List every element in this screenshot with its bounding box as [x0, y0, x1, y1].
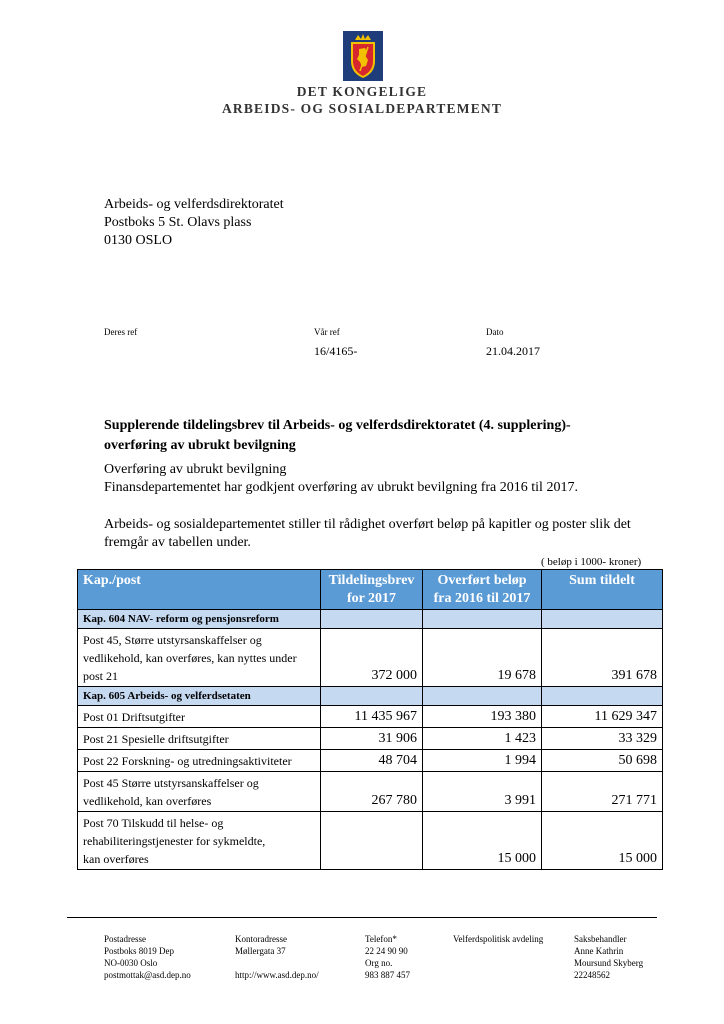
tildeling-cell: 31 906 — [321, 728, 423, 750]
body-paragraph-1 — [104, 461, 664, 497]
tildeling-cell: 11 435 967 — [321, 706, 423, 728]
post-cell — [78, 706, 321, 728]
section-empty-cell — [321, 610, 423, 629]
footer-saksbehandler-phone: 22248562 — [574, 970, 610, 980]
footer-saksbehandler-name1: Anne Kathrin — [574, 946, 624, 956]
table-header-row — [78, 570, 663, 610]
post-cell — [78, 750, 321, 772]
table-row — [78, 706, 663, 728]
footer-kontoradresse — [235, 933, 319, 981]
tildeling-cell — [321, 812, 423, 870]
footer-telefon-label: Telefon* — [365, 934, 397, 944]
footer-telefon — [365, 933, 410, 981]
section-empty-cell — [542, 610, 663, 629]
section-empty-cell — [423, 610, 542, 629]
post-line: Post 70 Tilskudd til helse- og — [83, 816, 224, 830]
tildeling-cell: 48 704 — [321, 750, 423, 772]
sum-cell: 50 698 — [542, 750, 663, 772]
footer-divider — [67, 917, 657, 918]
overfort-cell: 193 380 — [423, 706, 542, 728]
overfort-cell: 1 994 — [423, 750, 542, 772]
department-name-line1: DET KONGELIGE — [296, 84, 428, 99]
allocation-table — [77, 569, 663, 870]
table-row — [78, 728, 663, 750]
table-section-row — [78, 687, 663, 706]
post-line: Post 21 Spesielle driftsutgifter — [83, 732, 229, 746]
subject-line1: Supplerende tildelingsbrev til Arbeids- og velferdsdirektoratet (4. supplering)- — [104, 418, 571, 433]
sum-cell: 391 678 — [542, 629, 663, 687]
tildeling-cell: 267 780 — [321, 772, 423, 812]
post-cell — [78, 812, 321, 870]
subject-line2: overføring av ubrukt bevilgning — [104, 438, 296, 453]
header-sum-tildelt: Sum tildelt — [542, 570, 663, 610]
footer-orgno: 983 887 457 — [365, 970, 410, 980]
post-line: vedlikehold, kan overføres — [83, 794, 212, 808]
body-p2-line2: fremgår av tabellen under. — [104, 535, 251, 550]
sum-cell: 11 629 347 — [542, 706, 663, 728]
footer-blank — [235, 957, 319, 969]
body-p2-line1: Arbeids- og sosialdepartementet stiller til rådighet overført beløp på kapitler og poster slik det — [104, 517, 631, 532]
section-title: Kap. 605 Arbeids- og velferdsetaten — [78, 687, 321, 706]
recipient-street: Postboks 5 St. Olavs plass — [104, 215, 252, 230]
header-tildelingsbrev: Tildelingsbrev for 2017 — [321, 570, 423, 610]
department-name-line2: ARBEIDS- OG SOSIALDEPARTEMENT — [221, 101, 503, 116]
footer-avdeling — [453, 933, 543, 945]
footer-saksbehandler-name2: Moursund Skyberg — [574, 958, 644, 968]
body-p1-line2: Finansdepartementet har godkjent overføring av ubrukt bevilgning fra 2016 til 2017. — [104, 480, 578, 495]
footer-website: http://www.asd.dep.no/ — [235, 970, 319, 980]
footer-orgno-label: Org no. — [365, 958, 393, 968]
footer-avdeling-name: Velferdspolitisk avdeling — [453, 934, 544, 944]
post-line: Post 45 Større utstyrsanskaffelser og — [83, 776, 259, 790]
footer-postnummer: NO-0030 Oslo — [104, 958, 158, 968]
post-line: post 21 — [83, 669, 119, 683]
post-line: Post 45, Større utstyrsanskaffelser og — [83, 633, 262, 647]
sum-cell: 271 771 — [542, 772, 663, 812]
letter-subject — [104, 416, 644, 456]
overfort-cell: 3 991 — [423, 772, 542, 812]
footer-postboks: Postboks 8019 Dep — [104, 946, 175, 956]
footer-email: postmottak@asd.dep.no — [104, 970, 191, 980]
post-line: Post 01 Driftsutgifter — [83, 710, 185, 724]
post-line: vedlikehold, kan overføres, kan nyttes under — [83, 651, 297, 665]
footer-telefon-number: 22 24 90 90 — [365, 946, 408, 956]
tildeling-cell: 372 000 — [321, 629, 423, 687]
table-row — [78, 772, 663, 812]
dato-label: Dato — [486, 327, 504, 337]
var-ref-label: Vår ref — [314, 327, 340, 337]
coat-of-arms-icon — [343, 31, 383, 81]
table-row — [78, 812, 663, 870]
footer-postadresse-label: Postadresse — [104, 934, 146, 944]
header-kap-post: Kap./post — [78, 570, 321, 610]
sum-cell: 15 000 — [542, 812, 663, 870]
overfort-cell: 15 000 — [423, 812, 542, 870]
table-row — [78, 750, 663, 772]
table-section-row — [78, 610, 663, 629]
table-row — [78, 629, 663, 687]
table-unit-note: ( beløp i 1000- kroner) — [541, 556, 642, 568]
overfort-cell: 19 678 — [423, 629, 542, 687]
footer-street: Møllergata 37 — [235, 946, 286, 956]
recipient-city: 0130 OSLO — [104, 233, 173, 248]
section-empty-cell — [542, 687, 663, 706]
post-cell — [78, 772, 321, 812]
section-empty-cell — [423, 687, 542, 706]
body-p1-line1: Overføring av ubrukt bevilgning — [104, 462, 287, 477]
recipient-name: Arbeids- og velferdsdirektoratet — [104, 197, 284, 212]
post-cell — [78, 728, 321, 750]
sum-cell: 33 329 — [542, 728, 663, 750]
post-line: kan overføres — [83, 852, 149, 866]
post-line: rehabiliteringstjenester for sykmeldte, — [83, 834, 266, 848]
body-paragraph-2 — [104, 516, 664, 552]
dato-value: 21.04.2017 — [486, 344, 540, 358]
section-title: Kap. 604 NAV- reform og pensjonsreform — [78, 610, 321, 629]
overfort-cell: 1 423 — [423, 728, 542, 750]
var-ref-value: 16/4165- — [314, 344, 358, 358]
section-empty-cell — [321, 687, 423, 706]
post-cell — [78, 629, 321, 687]
header-overfort: Overført beløp fra 2016 til 2017 — [423, 570, 542, 610]
footer-saksbehandler-label: Saksbehandler — [574, 934, 627, 944]
post-line: Post 22 Forskning- og utredningsaktiviteter — [83, 754, 292, 768]
footer-postadresse — [104, 933, 191, 981]
recipient-address — [104, 196, 284, 250]
footer-saksbehandler — [574, 933, 643, 981]
deres-ref-label: Deres ref — [104, 327, 138, 337]
footer-kontoradresse-label: Kontoradresse — [235, 934, 287, 944]
